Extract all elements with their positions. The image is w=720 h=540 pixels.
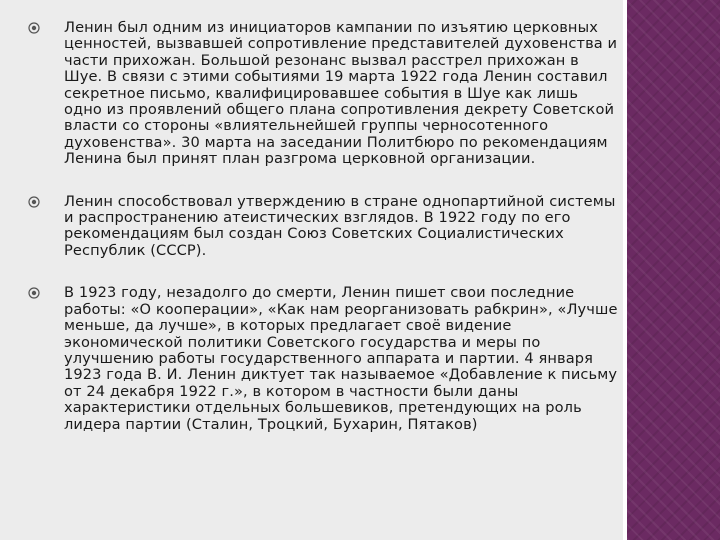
slide-content <box>28 20 618 433</box>
bullet-text: Ленин был одним из инициаторов кампании по изъятию церковных ценностей, вызвавшей сопротивление представителей духовенства и части прихожан. Большой резонанс вызвал расстрел прихожан в Шуе. В связи с этими событиями 19 марта 1922 года Ленин составил секретное письмо, квалифицировавшее события в Шуе как лишь одно из проявлений общего плана сопротивления декрету Советской власти со стороны «влиятельнейшей группы черносотенного духовенства». 30 марта на заседании Политбюро по рекомендациям Ленина был принят план разгрома церковной организации. <box>64 19 618 168</box>
bullet-text: Ленин способствовал утверждению в стране однопартийной системы и распространению атеистических взглядов. В 1922 году по его рекомендациям был создан Союз Советских Социалистических Республик (СССР). <box>64 192 616 259</box>
decorative-sidebar <box>627 0 720 540</box>
bullet-item-1 <box>28 20 618 168</box>
target-bullet-icon <box>28 22 40 34</box>
target-bullet-icon <box>28 196 40 208</box>
bullet-text: В 1923 году, незадолго до смерти, Ленин пишет свои последние работы: «О кооперации», «Как нам реорганизовать рабкрин», «Лучше меньше, да лучше», в которых предлагает своё видение экономической политики Советского государства и меры по улучшению работы государственного аппарата и партии. 4 января 1923 года В. И. Ленин диктует так называемое «Добавление к письму от 24 декабря 1922 г.», в котором в частности были даны характеристики отдельных большевиков, претендующих на роль лидера партии (Сталин, Троцкий, Бухарин, Пятаков) <box>64 284 618 433</box>
target-bullet-icon <box>28 287 40 299</box>
bullet-item-2 <box>28 194 618 260</box>
bullet-item-3 <box>28 285 618 433</box>
